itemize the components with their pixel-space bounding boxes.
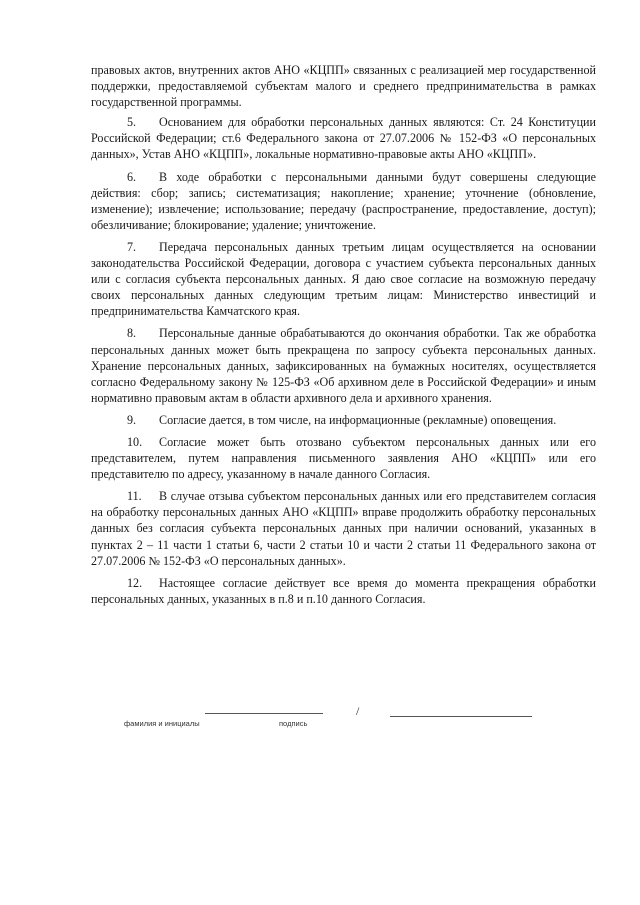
- clause-number: 12.: [127, 575, 143, 590]
- clause-text: В ходе обработки с персональными данными будут совершены следующие действия: сбор; запись; систематизация; накопление; хранение; уточнение (обновление, изменение); извлечение; использование; передачу (распространение, предоставление, доступ); обезличивание; блокирование; удаление; уничтожение.: [91, 169, 596, 232]
- signature-separator: /: [356, 704, 360, 718]
- clause-number: 10.: [127, 434, 143, 449]
- clause-text: Настоящее согласие действует все время до момента прекращения обработки персональных данных, указанных в п.8 и п.10 данного Согласия.: [91, 575, 596, 606]
- intro-paragraph: правовых актов, внутренних актов АНО «КЦПП» связанных с реализацией мер государственной поддержки, предоставляемой субъектам малого и среднего предпринимательства в рамках государственной программы.: [91, 63, 596, 110]
- clause-text: В случае отзыва субъектом персональных данных или его представителем согласия на обработку персональных данных АНО «КЦПП» вправе продолжить обработку персональных данных без согласия субъекта персональных данных при наличии оснований, указанных в пунктах 2 – 11 части 1 статьи 6, части 2 статьи 10 и части 2 статьи 11 Федерального закона от 27.07.2006 № 152-ФЗ «О персональных данных».: [91, 489, 596, 568]
- clause-text: Согласие дается, в том числе, на информационные (рекламные) оповещения.: [159, 412, 557, 427]
- name-line: [205, 713, 323, 714]
- sign-caption: подпись: [279, 719, 308, 728]
- clause-number: 7.: [127, 239, 137, 254]
- clause-text: Персональные данные обрабатываются до окончания обработки. Так же обработка персональных данных может быть прекращена по запросу субъекта персональных данных. Хранение персональных данных, зафиксированных на бумажных носителях, осуществляется согласно Федеральному закону № 125-ФЗ «Об архивном деле в Российской Федерации» и иным нормативно правовым актам в области архивного дела и архивного хранения.: [91, 326, 596, 405]
- clause-number: 9.: [127, 412, 137, 427]
- clause-number: 6.: [127, 169, 137, 184]
- clause-number: 11.: [127, 489, 142, 504]
- clause-text: Согласие может быть отозвано субъектом персональных данных или его представителем, путем направления письменного заявления АНО «КЦПП» или его представителю по адресу, указанному в начале данного Согласия.: [91, 434, 596, 482]
- signature-line: [390, 716, 532, 717]
- clause-number: 5.: [127, 115, 137, 130]
- clause-text: Передача персональных данных третьим лицам осуществляется на основании законодательства Российской Федерации, договора с участием субъекта персональных данных или с согласия субъекта персональных данных. Я даю свое согласие на возможную передачу своих персональных данных следующим третьим лицам: Министерство инвестиций и предпринимательства Камчатского края.: [91, 239, 596, 319]
- name-caption: фамилия и инициалы: [124, 719, 200, 728]
- clause-number: 8.: [127, 326, 137, 341]
- clause-text: Основанием для обработки персональных данных являются: Ст. 24 Конституции Российской Федерации; ст.6 Федерального закона от 27.07.2006 № 152-ФЗ «О персональных данных», Устав АНО «КЦПП», локальные нормативно-правовые акты АНО «КЦПП».: [91, 115, 596, 162]
